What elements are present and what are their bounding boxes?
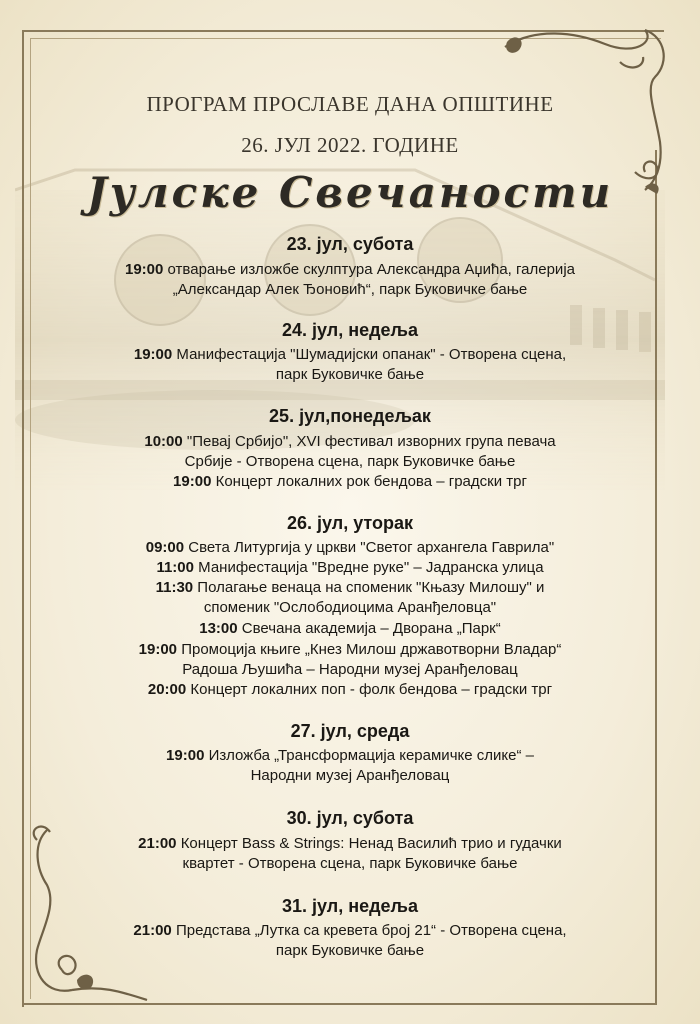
day-heading: 31. јул, недеља (281, 896, 418, 916)
event-time: 19:00 (166, 747, 205, 764)
event-text: Концерт Bass & Strings: Ненад Василић трио и гудачки (176, 835, 562, 852)
page-title: ПРОГРАМ ПРОСЛАВЕ ДАНА ОПШТИНЕ (146, 92, 554, 116)
event-line (0, 835, 700, 852)
event-text: Света Литургија у цркви "Светог архангела Гаврила" (184, 539, 555, 556)
event-text: Изложба „Трансформација керамичке слике“ – (204, 747, 534, 764)
event-text: парк Буковичке бање (275, 942, 425, 959)
event-line (0, 559, 700, 576)
event-line (0, 681, 700, 698)
event-text: Србије - Отворена сцена, парк Буковичке бање (184, 453, 516, 470)
event-time: 13:00 (199, 620, 238, 637)
day-heading: 30. јул, субота (286, 808, 414, 828)
event-line (0, 281, 700, 298)
event-text: Промоција књиге „Кнез Милош државотворни Владар“ (177, 641, 562, 658)
script-title: Јулске Свечаности (86, 168, 614, 217)
event-text: "Певај Србијо", XVI фестивал изворних група певача (182, 433, 556, 450)
event-time: 19:00 (133, 346, 173, 363)
event-line (0, 579, 700, 596)
event-line (0, 855, 700, 872)
event-text: отварање изложбе скулптура Александра Аџића, галерија (163, 261, 575, 278)
event-text: Представа „Лутка са кревета број 21“ - Отворена сцена, (171, 922, 567, 939)
event-line (0, 661, 700, 678)
event-text: Манифестација "Вредне руке" – Јадранска улица (193, 559, 544, 576)
event-time: 09:00 (145, 539, 185, 556)
event-text: парк Буковичке бање (275, 366, 425, 383)
event-line (0, 747, 700, 764)
event-time: 19:00 (138, 641, 178, 658)
day-heading: 23. јул, субота (286, 234, 414, 254)
event-time: 19:00 (173, 473, 212, 490)
event-line (0, 366, 700, 383)
event-text: Манифестација "Шумадијски опанак" - Отворена сцена, (172, 346, 567, 363)
day-heading: 25. јул,понедељак (269, 406, 431, 426)
event-time: 19:00 (125, 261, 164, 278)
event-text: Свечана академија – Дворана „Парк“ (237, 620, 501, 637)
event-time: 11:00 (156, 559, 194, 576)
event-line (0, 942, 700, 959)
day-heading: 27. јул, среда (290, 721, 410, 741)
frame-right-edge (655, 150, 657, 1005)
event-text: Полагање венаца на споменик "Књазу Милошу" и (193, 579, 545, 596)
event-time: 21:00 (138, 835, 177, 852)
event-line (0, 641, 700, 658)
event-text: квартет - Отворена сцена, парк Буковичке бање (182, 855, 518, 872)
event-text: Концерт локалних рок бендова – градски трг (211, 473, 527, 490)
day-heading: 26. јул, уторак (286, 513, 414, 533)
event-line (0, 767, 700, 784)
event-line (0, 620, 700, 637)
event-line (0, 473, 700, 490)
event-text: Концерт локалних поп - фолк бендова – градски трг (186, 681, 553, 698)
event-line (0, 539, 700, 556)
event-text: споменик "Ослободиоцима Аранђеловца" (203, 599, 497, 616)
event-time: 20:00 (147, 681, 187, 698)
event-line (0, 453, 700, 470)
event-text: „Александар Алек Ђоновић“, парк Буковичке бање (172, 281, 528, 298)
event-line (0, 346, 700, 363)
day-heading: 24. јул, недеља (281, 320, 418, 340)
page-subtitle-date: 26. ЈУЛ 2022. ГОДИНЕ (241, 133, 459, 157)
event-time: 10:00 (144, 433, 183, 450)
event-line (0, 433, 700, 450)
event-time: 21:00 (133, 922, 172, 939)
event-line (0, 261, 700, 278)
event-text: Народни музеј Аранђеловац (250, 767, 450, 784)
event-line (0, 922, 700, 939)
event-time: 11:30 (155, 579, 194, 596)
event-text: Радоша Љушића – Народни музеј Аранђеловац (182, 661, 518, 678)
event-line (0, 599, 700, 616)
